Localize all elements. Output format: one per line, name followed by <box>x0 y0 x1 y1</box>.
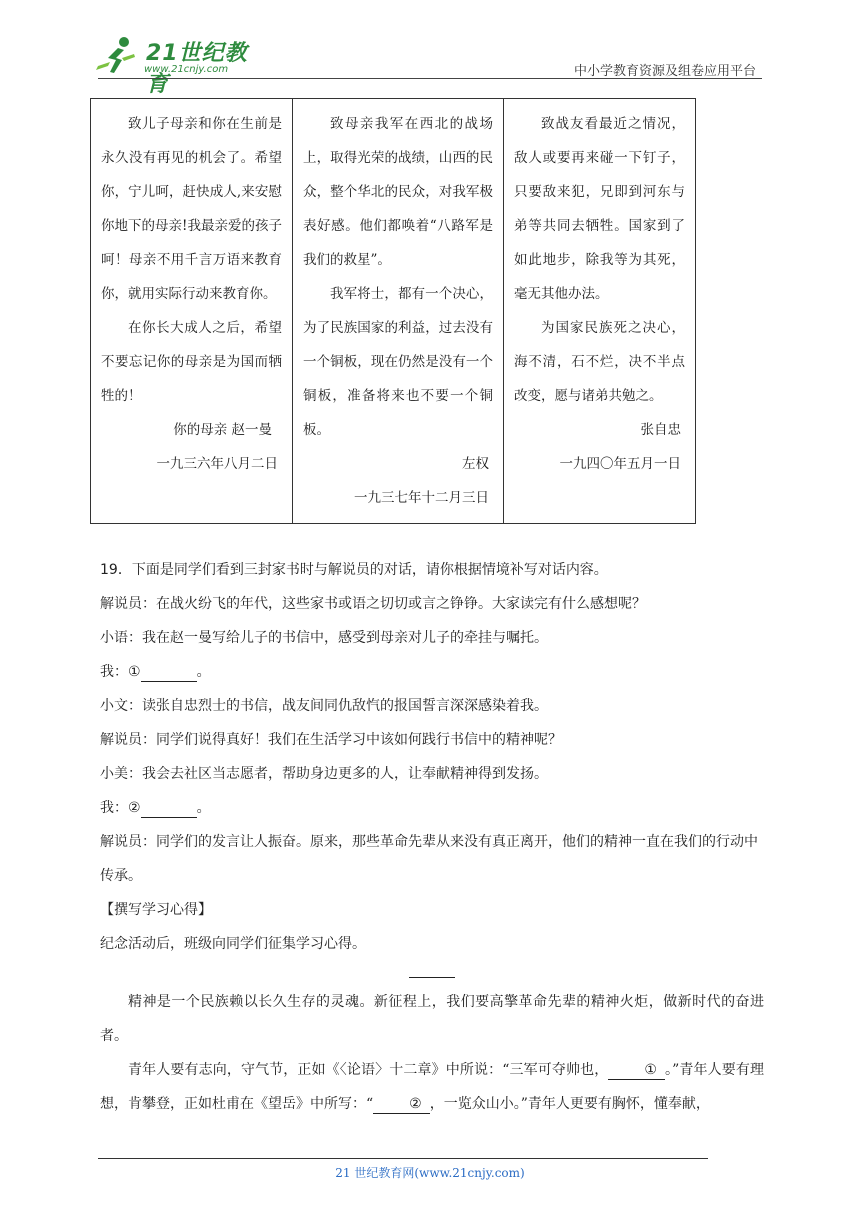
dialogue-line: 解说员：同学们的发言让人振奋。原来，那些革命先辈从来没有真正离开，他们的精神一直在我们的行动中传承。 <box>100 834 758 884</box>
answer-label: 我：② <box>100 800 141 816</box>
dialogue-line: 小美：我会去社区当志愿者，帮助身边更多的人，让奉献精神得到发扬。 <box>100 766 548 782</box>
essay-paragraph <box>100 1053 764 1121</box>
essay-paragraph: 精神是一个民族赖以长久生存的灵魂。新征程上，我们要高擎革命先辈的精神火炬，做新时代的奋进者。 <box>100 994 764 1044</box>
letter-paragraph: 致母亲我军在西北的战场上，取得光荣的战绩，山西的民众，整个华北的民众，对我军极表好感。他们都唤着“八路军是我们的救星”。 <box>303 116 493 268</box>
answer-label: 我：① <box>100 664 141 680</box>
dialogue-line: 小文：读张自忠烈士的书信，战友间同仇敌忾的报国誓言深深感染着我。 <box>100 698 548 714</box>
letter-signature: 张自忠 <box>640 422 681 438</box>
question-19 <box>100 553 764 961</box>
essay-text: 。”青年人要有理想，肯攀登，正如杜甫在《望岳》中所写：“ <box>100 1062 764 1112</box>
letter-paragraph: 致儿子母亲和你在生前是永久没有再见的机会了。希望你，宁儿呵，赶快成人,来安慰你地下的母亲!我最亲爱的孩子呵！母亲不用千言万语来教育你，就用实际行动来教育你。 <box>101 116 282 302</box>
logo-wordmark: 21世纪教育 <box>146 41 248 97</box>
section-title: 【撰写学习心得】 <box>100 902 212 918</box>
runner-logo-icon <box>94 36 140 78</box>
footer-link[interactable]: 21 世纪教育网(www.21cnjy.com) <box>335 1166 525 1180</box>
letter-signature: 左权 <box>462 456 489 472</box>
essay-text: 青年人要有志向，守气节，正如《〈论语〉十二章》中所说：“三军可夺帅也， <box>128 1062 609 1078</box>
answer-blank-1[interactable] <box>141 663 197 682</box>
letter-signature: 你的母亲 赵一曼 <box>173 422 272 438</box>
essay-blank-1[interactable]: ① <box>608 1061 665 1080</box>
essay-text: ，一览众山小。”青年人更要有胸怀，懂奉献， <box>429 1096 710 1112</box>
question-prompt: 19．下面是同学们看到三封家书时与解说员的对话，请你根据情境补写对话内容。 <box>100 562 608 578</box>
platform-name: 中小学教育资源及组卷应用平台 <box>573 64 756 79</box>
footer-divider <box>98 1158 708 1159</box>
letter-paragraph: 我军将士，都有一个决心，为了民族国家的利益，过去没有一个铜板，现在仍然是没有一个铜板，准备将来也不要一个铜板。 <box>303 286 493 438</box>
answer-end: 。 <box>196 800 211 816</box>
letter-paragraph: 在你长大成人之后，希望不要忘记你的母亲是为国而牺牲的！ <box>101 320 282 404</box>
section-intro: 纪念活动后，班级向同学们征集学习心得。 <box>100 936 366 952</box>
answer-line-2 <box>100 791 764 825</box>
essay-blank-2[interactable]: ② <box>373 1095 430 1114</box>
letter-zhang-zizhong <box>504 99 696 524</box>
dialogue-line: 解说员：同学们说得真好！我们在生活学习中该如何践行书信中的精神呢？ <box>100 732 562 748</box>
letter-date: 一九三七年十二月三日 <box>354 490 489 506</box>
letter-zhao-yiman <box>91 99 293 524</box>
dialogue-line: 解说员：在战火纷飞的年代，这些家书或语之切切或言之铮铮。大家读完有什么感想呢？ <box>100 596 646 612</box>
header-divider <box>98 78 762 79</box>
letters-table <box>90 98 696 524</box>
logo-url: www.21cnjy.com <box>144 64 229 75</box>
essay <box>100 963 764 1121</box>
site-logo[interactable] <box>94 36 264 97</box>
letter-zuo-quan <box>293 99 504 524</box>
letter-paragraph: 致战友看最近之情况，敌人或要再来碰一下钉子，只要敌来犯，兄即到河东与弟等共同去牺牲。国家到了如此地步，除我等为其死，毫无其他办法。 <box>514 116 685 302</box>
letter-date: 一九四〇年五月一日 <box>559 456 681 472</box>
page-header <box>0 0 860 97</box>
answer-end: 。 <box>196 664 211 680</box>
letter-paragraph: 为国家民族死之决心，海不清，石不烂，决不半点改变，愿与诸弟共勉之。 <box>514 320 685 404</box>
answer-line-1 <box>100 655 764 689</box>
dialogue-line: 小语：我在赵一曼写给儿子的书信中，感受到母亲对儿子的牵挂与嘱托。 <box>100 630 548 646</box>
letter-date: 一九三六年八月二日 <box>156 456 278 472</box>
essay-title-blank[interactable] <box>100 963 764 985</box>
answer-blank-2[interactable] <box>141 799 197 818</box>
